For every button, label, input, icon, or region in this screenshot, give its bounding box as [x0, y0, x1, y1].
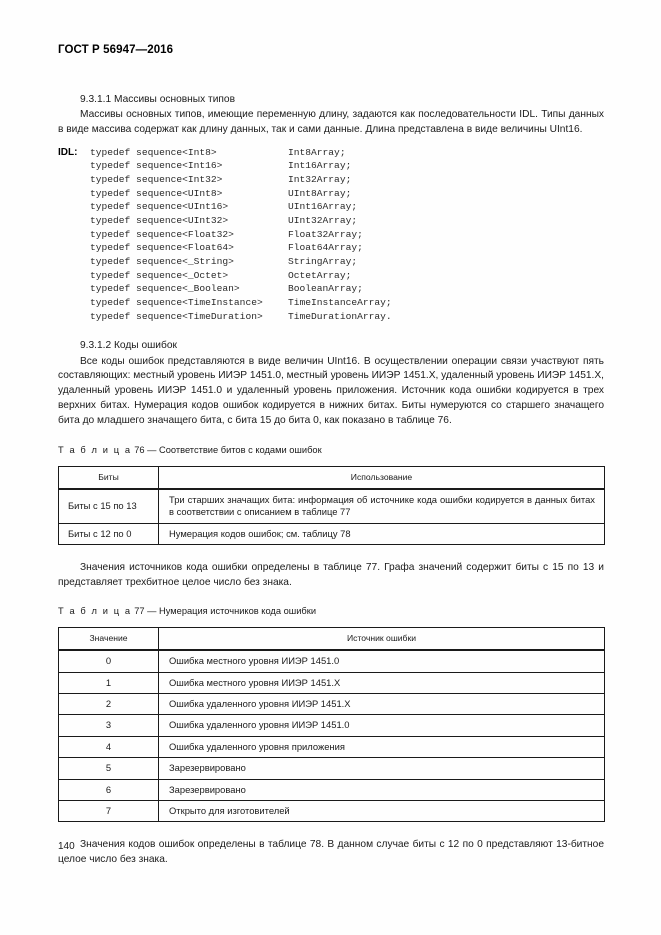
clause-heading-9-3-1-2: 9.3.1.2 Коды ошибок	[80, 340, 177, 352]
table-77-cell-value: 0	[59, 650, 159, 672]
table-row	[59, 758, 605, 779]
table-row	[59, 736, 605, 757]
table-row	[59, 523, 605, 544]
table-77-cell-value: 4	[59, 736, 159, 757]
idl-typename: UInt8Array;	[288, 187, 352, 199]
table-77-caption-number: 77	[134, 605, 145, 616]
table-76-caption-label: Т а б л и ц а	[58, 444, 132, 455]
table-76-caption-number: 76	[134, 444, 145, 455]
running-head: ГОСТ Р 56947—2016	[58, 44, 174, 56]
idl-typename: TimeDurationArray.	[288, 310, 392, 322]
idl-declaration: typedef sequence<_Octet>	[90, 269, 229, 281]
table-77-cell-value: 5	[59, 758, 159, 779]
table-77-cell-value: 1	[59, 672, 159, 693]
table-77-caption-label: Т а б л и ц а	[58, 605, 132, 616]
idl-line	[58, 159, 604, 173]
idl-typename: Float32Array;	[288, 228, 363, 240]
idl-line	[58, 282, 604, 296]
idl-declaration: typedef sequence<Float64>	[90, 242, 234, 254]
table-header-row	[59, 627, 605, 650]
paragraph-after-table-77: Значения кодов ошибок определены в таблице 78. В данном случае биты с 12 по 0 представляют 13-битное целое число без знака.	[58, 839, 604, 866]
idl-typename: BooleanArray;	[288, 283, 363, 295]
table-77-cell-source: Ошибка местного уровня ИИЭР 1451.X	[159, 672, 605, 693]
idl-declaration: typedef sequence<_Boolean>	[90, 283, 240, 295]
table-77	[58, 627, 605, 823]
idl-declaration: typedef sequence<Float32>	[90, 228, 234, 240]
idl-typename: Int32Array;	[288, 174, 352, 185]
table-76-cell-usage: Три старших значащих бита: информация об источнике кода ошибки кодируется в данных битах в соответствии с описанием в таблице 77	[159, 489, 605, 523]
idl-line	[58, 310, 604, 324]
table-row	[59, 779, 605, 800]
paragraph-after-table-76: Значения источников кода ошибки определены в таблице 77. Графа значений содержит биты с 15 по 13 и представляет трехбитное целое число без знака.	[58, 562, 604, 589]
page-content	[58, 44, 604, 868]
table-row	[59, 715, 605, 736]
table-77-cell-source: Ошибка местного уровня ИИЭР 1451.0	[159, 650, 605, 672]
table-row	[59, 672, 605, 693]
idl-line	[58, 187, 604, 201]
table-77-cell-source: Зарезервировано	[159, 779, 605, 800]
idl-label: IDL:	[58, 146, 78, 158]
idl-typename: UInt16Array;	[288, 201, 358, 213]
table-77-cell-value: 3	[59, 715, 159, 736]
table-76-caption	[58, 444, 604, 456]
table-77-caption-text: — Нумерация источников кода ошибки	[147, 605, 317, 616]
idl-declaration: typedef sequence<Int32>	[90, 174, 223, 185]
table-row	[59, 650, 605, 672]
table-76	[58, 466, 605, 546]
idl-declaration: typedef sequence<_String>	[90, 255, 234, 267]
idl-typename: Int16Array;	[288, 160, 352, 172]
table-77-cell-source: Ошибка удаленного уровня ИИЭР 1451.0	[159, 715, 605, 736]
clause-heading-9-3-1-1: 9.3.1.1 Массивы основных типов	[80, 93, 235, 105]
idl-line	[58, 214, 604, 228]
idl-declaration: typedef sequence<UInt8>	[90, 187, 223, 199]
table-row	[59, 694, 605, 715]
idl-typename: StringArray;	[288, 255, 358, 267]
table-76-header-bits: Биты	[59, 466, 159, 489]
table-77-cell-value: 2	[59, 694, 159, 715]
table-row	[59, 801, 605, 822]
table-77-cell-source: Ошибка удаленного уровня ИИЭР 1451.X	[159, 694, 605, 715]
idl-line	[58, 269, 604, 283]
table-77-cell-source: Открыто для изготовителей	[159, 801, 605, 822]
table-row	[59, 489, 605, 523]
idl-declaration: typedef sequence<UInt32>	[90, 214, 229, 226]
idl-line	[58, 228, 604, 242]
idl-line	[58, 200, 604, 214]
idl-typename: Float64Array;	[288, 242, 363, 254]
table-76-cell-usage: Нумерация кодов ошибок; см. таблицу 78	[159, 523, 605, 544]
idl-line	[58, 241, 604, 255]
table-77-header-value: Значение	[59, 627, 159, 650]
table-76-cell-bits: Биты с 12 по 0	[59, 523, 159, 544]
idl-declaration: typedef sequence<UInt16>	[90, 201, 229, 213]
paragraph-9-3-1-1: Массивы основных типов, имеющие переменную длину, задаются как последовательности IDL. Типы данных в виде массива содержат как длину данных, так и сами данные. Длина представлена в виде величины UInt16.	[58, 109, 604, 135]
idl-typename: Int8Array;	[288, 146, 346, 158]
idl-line	[58, 146, 604, 160]
idl-declaration: typedef sequence<TimeDuration>	[90, 310, 263, 322]
table-77-header-source: Источник ошибки	[159, 627, 605, 650]
table-header-row	[59, 466, 605, 489]
paragraph-9-3-1-2: Все коды ошибок представляются в виде величин UInt16. В осуществлении операции связи участвуют пять составляющих: местный уровень ИИЭР 1451.0, местный уровень ИИЭР 1451.X, удаленный уровень ИИЭР 1451.X, удаленный уровень ИИЭР 1451.0 и удаленный уровень приложения. Источник кода ошибки кодируется в трех верхних битах. Нумерация кодов ошибок кодируется в нижних битах. Биты нумеруются со старшего значащего бита до младшего значащего бита, с бита 15 до бита 0, как показано в таблице 76.	[58, 355, 604, 426]
table-77-cell-source: Зарезервировано	[159, 758, 605, 779]
idl-declaration: typedef sequence<TimeInstance>	[90, 296, 263, 308]
table-76-header-usage: Использование	[159, 466, 605, 489]
idl-declaration: typedef sequence<Int16>	[90, 160, 223, 172]
table-76-cell-bits: Биты с 15 по 13	[59, 489, 159, 523]
table-77-cell-value: 7	[59, 801, 159, 822]
table-77-cell-value: 6	[59, 779, 159, 800]
idl-line	[58, 296, 604, 310]
table-76-caption-text: — Соответствие битов с кодами ошибок	[147, 444, 322, 455]
page-number: 140	[58, 841, 75, 852]
idl-typename: OctetArray;	[288, 269, 352, 281]
table-77-caption	[58, 605, 604, 617]
idl-declaration: typedef sequence<Int8>	[90, 146, 217, 158]
table-77-cell-source: Ошибка удаленного уровня приложения	[159, 736, 605, 757]
idl-line	[58, 255, 604, 269]
idl-typename: UInt32Array;	[288, 214, 358, 226]
idl-code-block	[58, 146, 604, 324]
idl-line	[58, 173, 604, 187]
idl-typename: TimeInstanceArray;	[288, 296, 392, 308]
